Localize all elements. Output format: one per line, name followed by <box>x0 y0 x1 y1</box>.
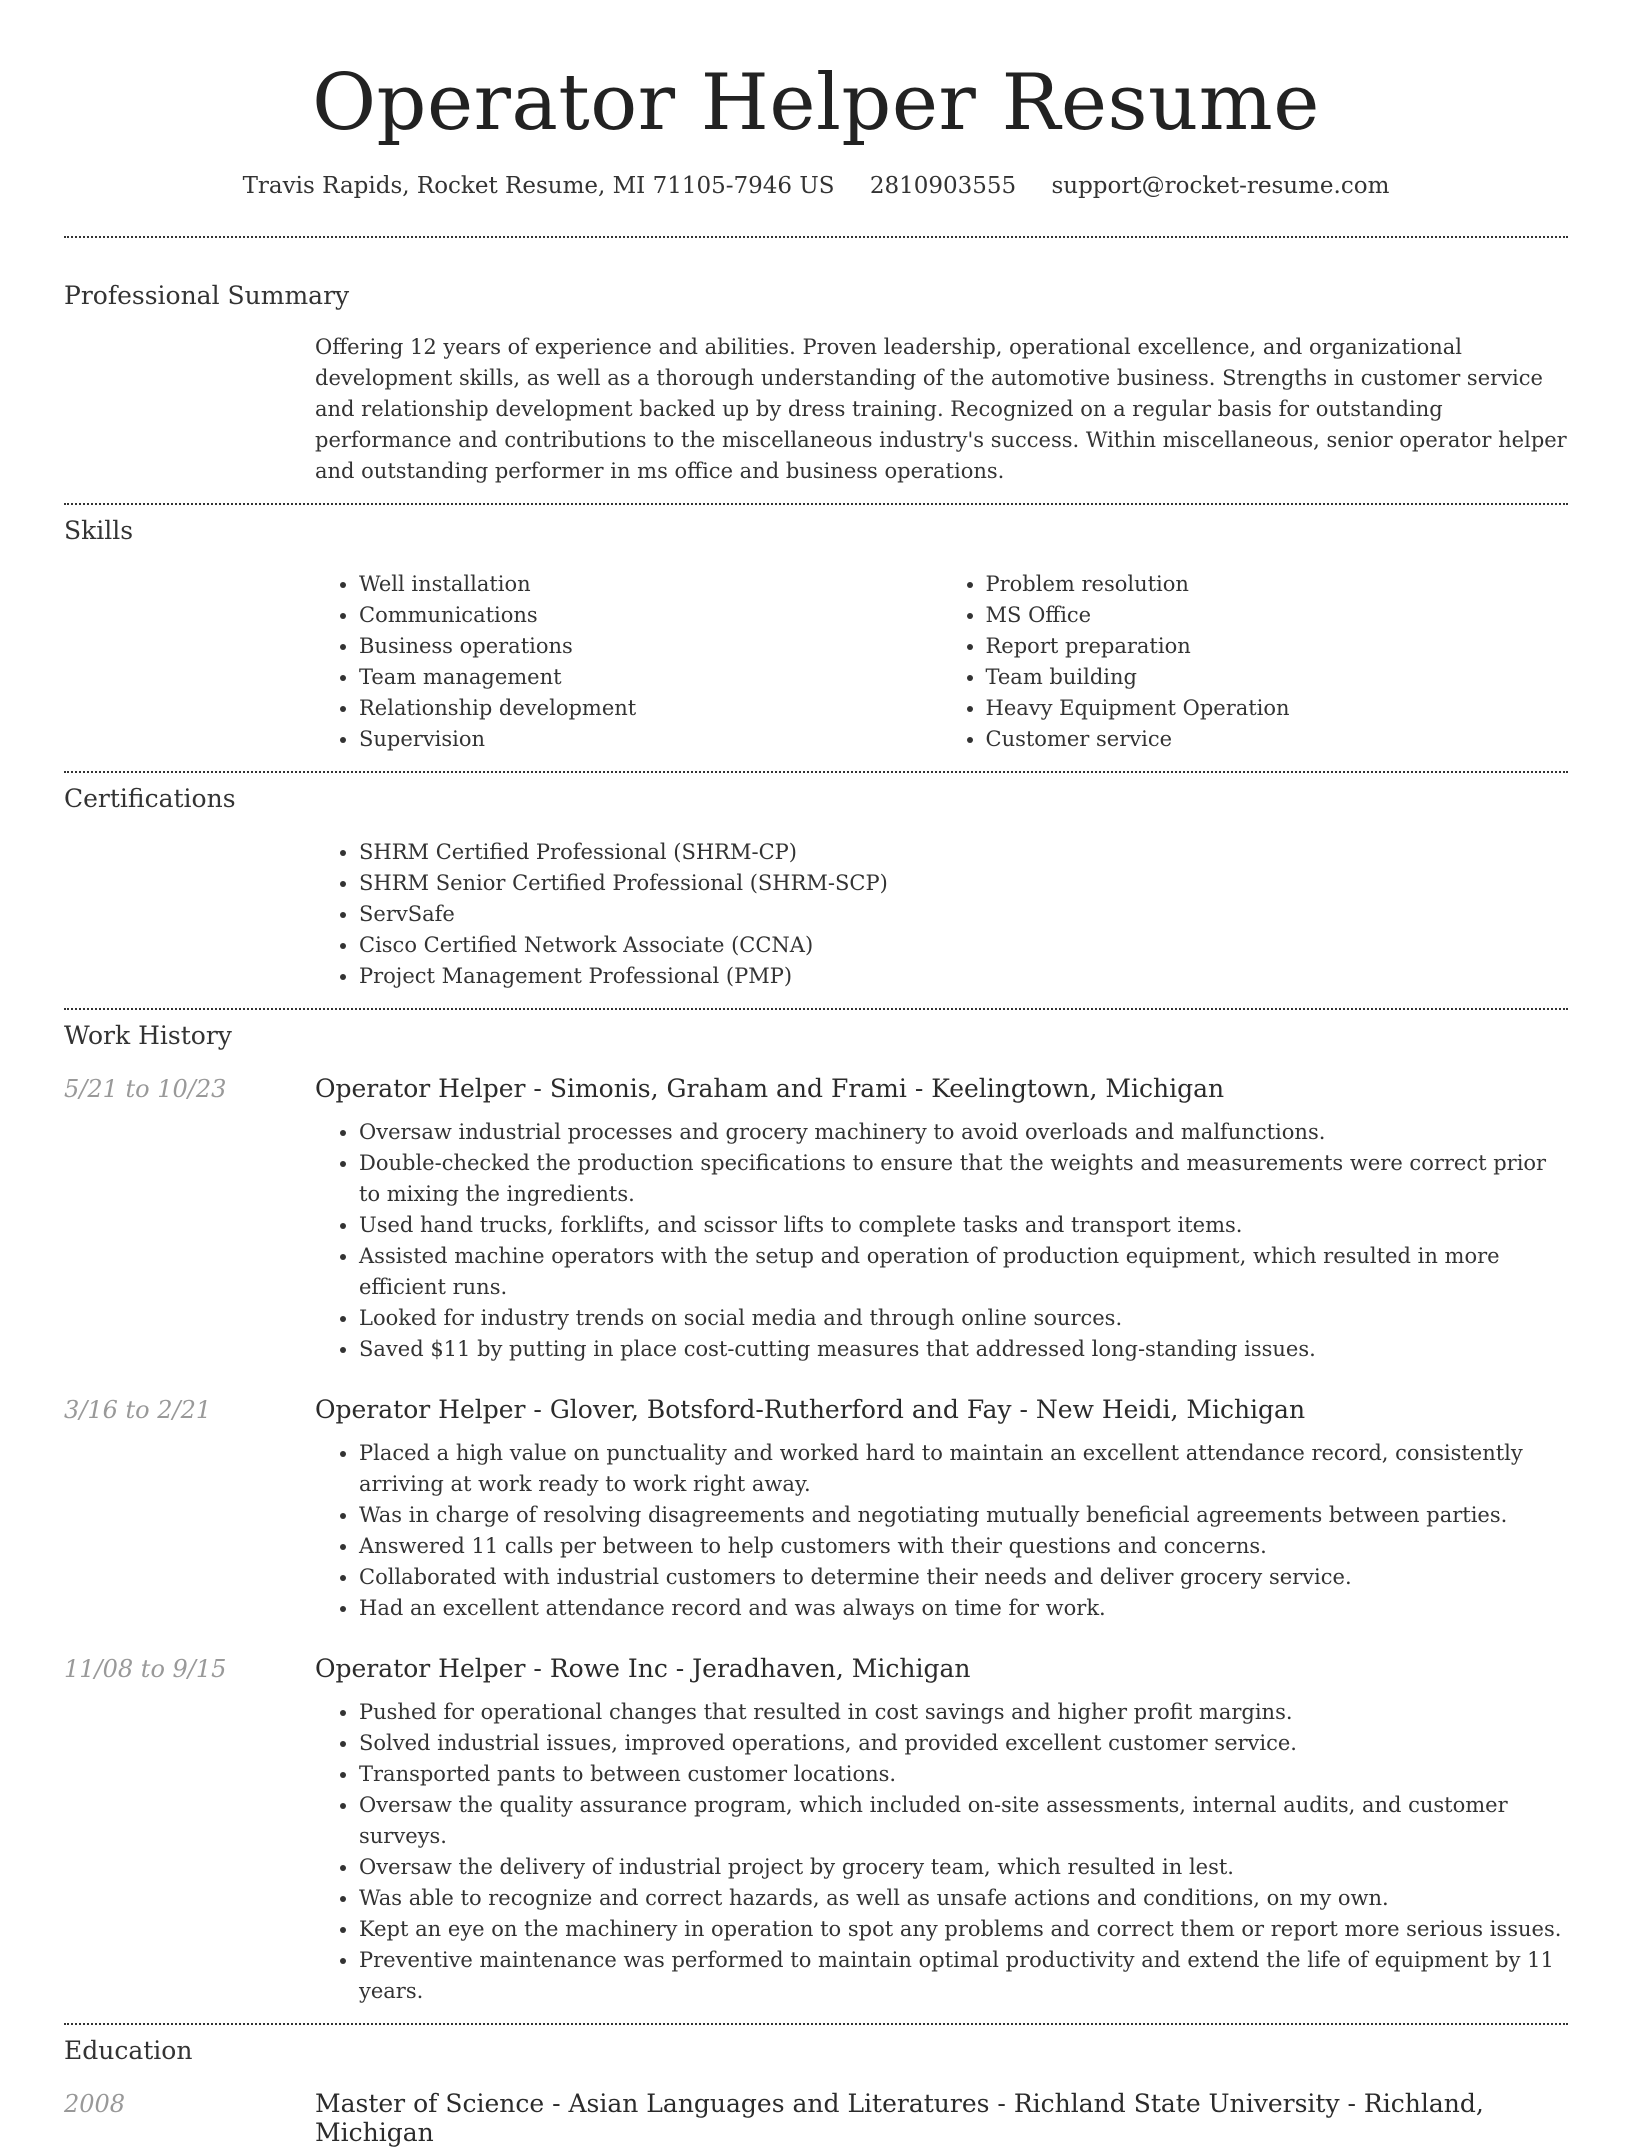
job-date: 11/08 to 9/15 <box>64 1655 227 1683</box>
job-header <box>64 1654 1568 1683</box>
job-bullet: • Placed a high value on punctuality and worked hard to maintain an excellent attendance record, consistently arriving at work ready to work right away. <box>359 1438 1568 1500</box>
job-header <box>64 1395 1568 1424</box>
job-title: Operator Helper - Glover, Botsford-Rutherford and Fay - New Heidi, Michigan <box>315 1395 1306 1424</box>
job-bullet: • Transported pants to between customer locations. <box>359 1759 1568 1790</box>
certification-item: • ServSafe <box>359 899 1568 930</box>
skill-item: • MS Office <box>986 600 1569 631</box>
job-title: Operator Helper - Simonis, Graham and Frami - Keelingtown, Michigan <box>315 1074 1225 1103</box>
job-bullet: • Oversaw industrial processes and grocery machinery to avoid overloads and malfunctions. <box>359 1117 1568 1148</box>
skill-item: • Supervision <box>359 724 942 755</box>
skill-item: • Communications <box>359 600 942 631</box>
skill-item: • Team building <box>986 662 1569 693</box>
skill-item: • Business operations <box>359 631 942 662</box>
certifications-section-title: Certifications <box>64 784 236 813</box>
education-heading: Master of Science - Asian Languages and Literatures - Richland State University - Richland, Michigan <box>315 2089 1484 2147</box>
job-bullet: • Assisted machine operators with the setup and operation of production equipment, which resulted in more efficient runs. <box>359 1241 1568 1303</box>
job-bullet: • Looked for industry trends on social media and through online sources. <box>359 1303 1568 1334</box>
job-bullet: • Saved $11 by putting in place cost-cutting measures that addressed long-standing issues. <box>359 1334 1568 1365</box>
job-bullet: • Used hand trucks, forklifts, and scissor lifts to complete tasks and transport items. <box>359 1210 1568 1241</box>
job-date: 3/16 to 2/21 <box>64 1396 212 1424</box>
summary-text: Offering 12 years of experience and abilities. Proven leadership, operational excellence, and organizational development skills, as well as a thorough understanding of the automotive business. Strengths in customer service and relationship development backed up by dress training. Recognized on a regular basis for outstanding performance and contributions to the miscellaneous industry's success. Within miscellaneous, senior operator helper and outstanding performer in ms office and business operations. <box>315 335 1567 483</box>
job-bullet: • Answered 11 calls per between to help customers with their questions and concerns. <box>359 1531 1568 1562</box>
job-bullet: • Preventive maintenance was performed to maintain optimal productivity and extend the life of equipment by 11 years. <box>359 1945 1568 2007</box>
certifications-list <box>315 837 1568 992</box>
skill-item: • Well installation <box>359 569 942 600</box>
job-bullet: • Oversaw the delivery of industrial project by grocery team, which resulted in lest. <box>359 1852 1568 1883</box>
divider <box>64 2023 1568 2025</box>
skill-item: • Problem resolution <box>986 569 1569 600</box>
job-bullets <box>315 1438 1568 1624</box>
divider <box>64 771 1568 773</box>
education-date: 2008 <box>64 2090 126 2118</box>
skill-item: • Heavy Equipment Operation <box>986 693 1569 724</box>
job-entry <box>64 1074 1568 1365</box>
skills-column-right <box>942 569 1569 755</box>
certification-item: • SHRM Senior Certified Professional (SHRM-SCP) <box>359 868 1568 899</box>
job-date: 5/21 to 10/23 <box>64 1075 227 1103</box>
job-bullet: • Collaborated with industrial customers to determine their needs and deliver grocery service. <box>359 1562 1568 1593</box>
job-bullet: • Was able to recognize and correct hazards, as well as unsafe actions and conditions, on my own. <box>359 1883 1568 1914</box>
resume-title: Operator Helper Resume <box>312 58 1320 148</box>
certification-item: • Cisco Certified Network Associate (CCNA) <box>359 930 1568 961</box>
skills-list <box>315 569 1568 755</box>
skill-item: • Team management <box>359 662 942 693</box>
job-bullet: • Had an excellent attendance record and was always on time for work. <box>359 1593 1568 1624</box>
contact-phone: 2810903555 <box>869 173 1017 199</box>
job-bullet: • Oversaw the quality assurance program, which included on-site assessments, internal audits, and customer surveys. <box>359 1790 1568 1852</box>
job-bullet: • Was in charge of resolving disagreements and negotiating mutually beneficial agreements between parties. <box>359 1500 1568 1531</box>
divider <box>64 1008 1568 1010</box>
job-bullets <box>315 1117 1568 1365</box>
job-header <box>64 1074 1568 1103</box>
divider <box>64 503 1568 505</box>
education-section-title: Education <box>64 2036 193 2065</box>
job-bullets <box>315 1697 1568 2007</box>
skill-item: • Customer service <box>986 724 1569 755</box>
contact-line <box>64 170 1568 202</box>
job-entry <box>64 1395 1568 1624</box>
job-bullet: • Kept an eye on the machinery in operation to spot any problems and correct them or report more serious issues. <box>359 1914 1568 1945</box>
job-entry <box>64 1654 1568 2007</box>
work-history-section-title: Work History <box>64 1021 232 1050</box>
education-entry <box>64 2089 1568 2147</box>
skill-item: • Report preparation <box>986 631 1569 662</box>
job-bullet: • Pushed for operational changes that resulted in cost savings and higher profit margins. <box>359 1697 1568 1728</box>
job-bullet: • Double-checked the production specifications to ensure that the weights and measurements were correct prior to mixing the ingredients. <box>359 1148 1568 1210</box>
job-bullet: • Solved industrial issues, improved operations, and provided excellent customer service. <box>359 1728 1568 1759</box>
skills-section-title: Skills <box>64 516 134 545</box>
certification-item: • Project Management Professional (PMP) <box>359 961 1568 992</box>
certification-item: • SHRM Certified Professional (SHRM-CP) <box>359 837 1568 868</box>
skills-column-left <box>315 569 942 755</box>
skill-item: • Relationship development <box>359 693 942 724</box>
contact-address: Travis Rapids, Rocket Resume, MI 71105-7946 US <box>242 173 835 199</box>
summary-section-title: Professional Summary <box>64 281 350 310</box>
contact-email[interactable]: support@rocket-resume.com <box>1051 173 1390 199</box>
resume-page <box>64 0 1568 2147</box>
job-title: Operator Helper - Rowe Inc - Jeradhaven, Michigan <box>315 1654 971 1683</box>
divider <box>64 236 1568 238</box>
